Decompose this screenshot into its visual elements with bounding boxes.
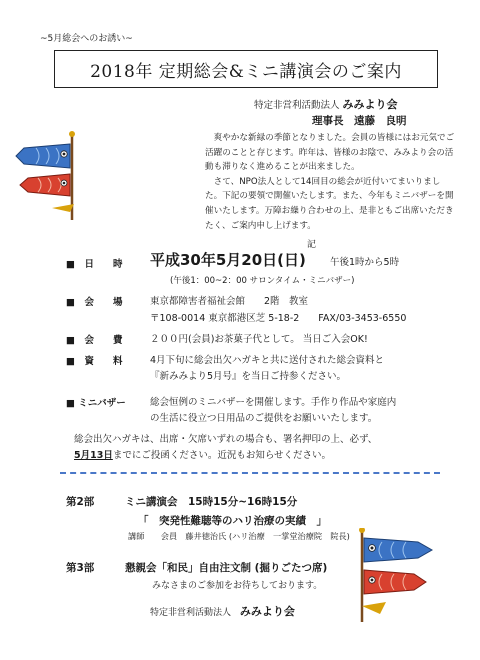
letter-paragraph-1: 爽やかな新緑の季節となりました。会員の皆様にはお元気でご活躍のことと存じます。昨年は、皆様のお陰で、みみより会の活動も滞りなく進めることが出来ました。 xyxy=(205,133,455,173)
footer-org-type: 特定非営利活動法人 xyxy=(150,608,232,618)
koinobori-icon-right xyxy=(356,528,440,622)
org-signature xyxy=(254,96,398,112)
docs-label: ■ 資 料 xyxy=(66,356,123,367)
org-type: 特定非営利活動法人 xyxy=(254,100,340,111)
part3-label: 第3部 xyxy=(66,562,95,574)
org-name: みみより会 xyxy=(342,98,398,111)
part3-note: みなさまのご参加をお待ちしております。 xyxy=(152,581,323,591)
part2-lecture: 「 突発性難聴等のハリ治療の実績 」 xyxy=(138,515,327,527)
part3-title: 懇親会「和民」自由注文制 (掘りごたつ席) xyxy=(125,562,328,574)
time-value: 午後1時から5時 xyxy=(330,257,400,268)
representative: 理事長 遠藤 良明 xyxy=(312,115,407,127)
page-title-text: 2018年 定期総会&ミニ講演会のご案内 xyxy=(90,61,402,82)
koinobori-icon-left xyxy=(12,130,82,220)
venue-address: 〒108-0014 東京都港区芝 5-18-2 FAX/03-3453-6550 xyxy=(150,313,407,324)
docs-line-1: 4月下旬に総会出欠ハガキと共に送付された総会資料と xyxy=(150,355,385,366)
footer-signature xyxy=(150,603,295,619)
date-value: 平成30年5月20日(日) xyxy=(150,251,306,269)
part2-title: ミニ講演会 15時15分~16時15分 xyxy=(125,496,298,508)
bazaar-label: ■ ミニバザー xyxy=(66,398,126,409)
page-title xyxy=(54,50,438,88)
invite-note: ~5月総会へのお誘い~ xyxy=(40,34,133,44)
rsvp-line-2 xyxy=(74,447,331,461)
venue-label: ■ 会 場 xyxy=(66,297,123,308)
rsvp-deadline: 5月13日 xyxy=(74,450,113,461)
rsvp-line-1: 総会出欠ハガキは、出席・欠席いずれの場合も、署名押印の上、必ず、 xyxy=(74,434,378,445)
part2-speaker: 講師 会員 藤井徳治氏 (ハリ治療 一掌堂治療院 院長) xyxy=(128,531,350,541)
part2-label: 第2部 xyxy=(66,496,95,508)
letter-paragraph-2: さて、NPO法人として14回目の総会が近付いてまいりました。下記の要領で開催いたします。また、今年もミニバザーを開催いたします。万障お繰り合わせの上、是非ともご出席いただきたく、ご案内申し上げます。 xyxy=(205,176,454,231)
bazaar-line-2: の生活に役立つ日用品のご提供をお願いいたします。 xyxy=(150,413,378,424)
docs-line-2: 『新みみより5月号』を当日ご持参ください。 xyxy=(150,371,347,382)
date-label: ■ 日 時 xyxy=(66,259,123,270)
bazaar-line-1: 総会恒例のミニバザーを開催します。手作り作品や家庭内 xyxy=(150,397,397,408)
fee-value: ２００円(会員)お茶菓子代として。 当日ご入会OK! xyxy=(150,334,368,345)
venue-name: 東京都障害者福祉会館 2階 教室 xyxy=(150,296,309,307)
letter-body xyxy=(205,131,455,233)
section-divider xyxy=(60,472,440,474)
fee-label: ■ 会 費 xyxy=(66,335,123,346)
time-note: (午後1：00~2：00 サロンタイム・ミニバザー) xyxy=(170,276,355,286)
ki-mark: 記 xyxy=(307,240,317,250)
rsvp-line-2-rest: までにご投函ください。近況もお知らせください。 xyxy=(112,450,332,461)
footer-org-name: みみより会 xyxy=(239,605,295,618)
